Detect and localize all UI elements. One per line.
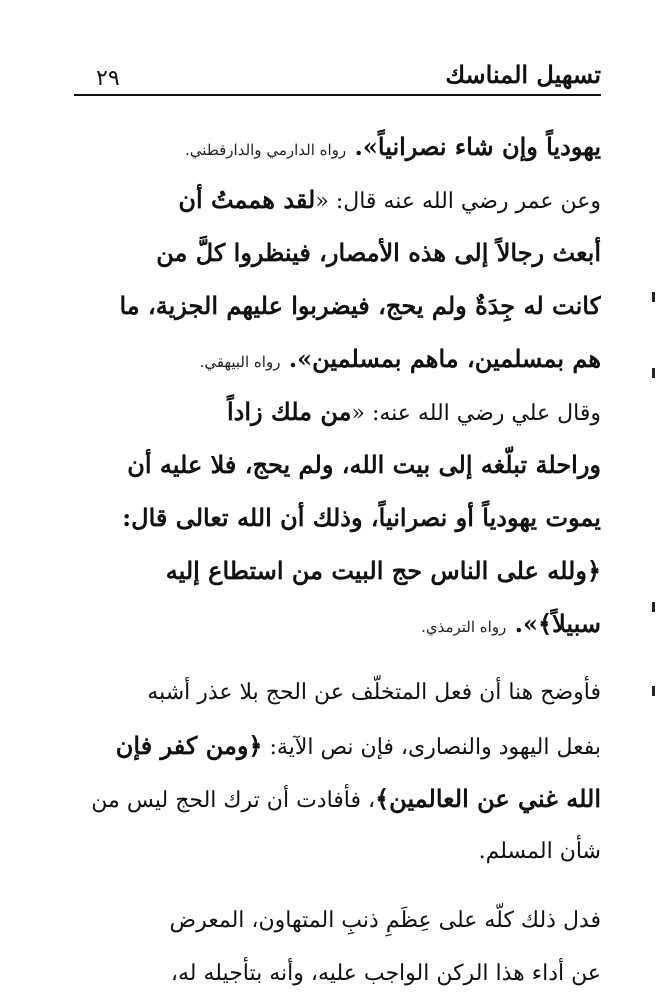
text-line — [60, 947, 601, 1000]
text-run: ﴿ولله على الناس حج البيت من استطاع إليه — [165, 556, 601, 585]
page-header — [74, 60, 601, 96]
text-line — [60, 666, 601, 719]
paragraph — [60, 385, 601, 650]
text-run: أبعث رجالاً إلى هذه الأمصار، فينظروا كلَّ من — [156, 238, 601, 267]
text-line — [60, 279, 601, 332]
paragraph — [60, 173, 601, 385]
paragraph-gap — [60, 650, 601, 666]
text-line — [60, 385, 601, 438]
text-line — [60, 719, 601, 772]
text-line — [60, 491, 601, 544]
text-run: الله غني عن العالمين﴾ — [375, 784, 601, 813]
margin-mark — [652, 686, 655, 696]
page-number: ٢٩ — [96, 66, 120, 91]
text-run: يموت يهودياً أو نصرانياً، وذلك أن الله تعالى قال: — [122, 503, 601, 532]
text-run: وقال علي رضي الله عنه: « — [351, 401, 601, 426]
citation: رواه الدارمي والدارقطني. — [185, 141, 347, 159]
text-line — [60, 173, 601, 226]
text-line — [60, 597, 601, 650]
text-line — [60, 772, 601, 825]
text-run: ، فأفادت أن ترك الحج ليس من — [91, 788, 376, 813]
text-line — [60, 226, 601, 279]
text-line — [60, 544, 601, 597]
paragraph — [60, 894, 601, 1000]
text-run: شأن المسلم. — [478, 839, 601, 864]
text-run: هم بمسلمين، ماهم بمسلمين». — [280, 344, 601, 373]
margin-mark — [652, 602, 655, 612]
running-title: تسهيل المناسك — [445, 60, 601, 89]
text-line — [60, 894, 601, 947]
text-line — [60, 332, 601, 385]
paragraph — [60, 666, 601, 878]
body-text — [60, 120, 601, 1000]
text-run: كانت له جِدَةٌ ولم يحج، فيضربوا عليهم الجزية، ما — [119, 291, 601, 320]
citation: رواه الترمذي. — [421, 618, 507, 636]
margin-mark — [652, 292, 655, 302]
text-line — [60, 120, 601, 173]
margin-mark — [652, 368, 655, 378]
text-run: وراحلة تبلّغه إلى بيت الله، ولم يحج، فلا عليه أن — [127, 450, 601, 479]
text-run: عن أداء هذا الركن الواجب عليه، وأنه بتأجيله له، — [170, 961, 601, 986]
text-run: بفعل اليهود والنصارى، فإن نص الآية: — [262, 735, 601, 760]
text-run: وعن عمر رضي الله عنه قال: « — [315, 189, 601, 214]
text-line — [60, 825, 601, 878]
text-run: فأوضح هنا أن فعل المتخلّف عن الحج بلا عذر أشبه — [147, 680, 601, 705]
citation: رواه البيهقي. — [199, 353, 281, 371]
text-run: ﴿ومن كفر فإن — [115, 731, 263, 760]
text-line — [60, 438, 601, 491]
text-run: يهودياً وإن شاء نصرانياً». — [346, 132, 601, 161]
text-run: فدل ذلك كلّه على عِظَمِ ذنبِ المتهاون، المعرض — [169, 908, 601, 933]
text-run: سبيلاً﴾». — [506, 609, 601, 638]
paragraph — [60, 120, 601, 173]
paragraph-gap — [60, 878, 601, 894]
text-run: من ملك زاداً — [227, 397, 352, 426]
text-run: لقد هممتُ أن — [178, 185, 316, 214]
